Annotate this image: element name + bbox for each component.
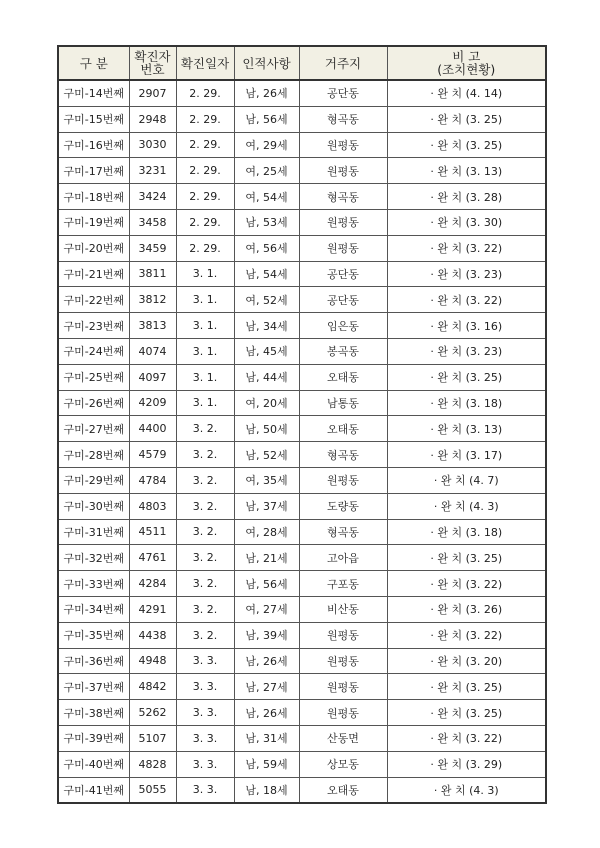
cell-confirm-date: 2. 29.: [176, 80, 234, 106]
cell-case-label: 구미-32번째: [58, 545, 129, 571]
cell-case-number: 3813: [129, 313, 176, 339]
cell-remarks: · 완 치 (3. 13): [387, 158, 546, 184]
cell-residence: 공단동: [299, 80, 387, 106]
table-row: [58, 338, 546, 364]
cell-remarks: · 완 치 (3. 17): [387, 442, 546, 468]
cell-personal-info: 남, 53세: [234, 209, 299, 235]
cell-confirm-date: 3. 3.: [176, 777, 234, 803]
table-row: [58, 571, 546, 597]
cell-residence: 오태동: [299, 777, 387, 803]
cell-confirm-date: 3. 1.: [176, 390, 234, 416]
cell-confirm-date: 3. 2.: [176, 622, 234, 648]
cell-case-label: 구미-40번째: [58, 751, 129, 777]
cell-residence: 원평동: [299, 467, 387, 493]
cell-residence: 형곡동: [299, 442, 387, 468]
table-row: [58, 467, 546, 493]
table-row: [58, 725, 546, 751]
cell-remarks: · 완 치 (3. 22): [387, 235, 546, 261]
cell-residence: 원평동: [299, 209, 387, 235]
table-row: [58, 674, 546, 700]
cell-case-number: 3458: [129, 209, 176, 235]
cell-case-number: 5262: [129, 700, 176, 726]
cell-personal-info: 남, 54세: [234, 261, 299, 287]
table-row: [58, 622, 546, 648]
table-row: [58, 700, 546, 726]
case-table: [57, 45, 547, 804]
cell-case-number: 4511: [129, 519, 176, 545]
table-row: [58, 416, 546, 442]
cell-case-label: 구미-24번째: [58, 338, 129, 364]
cell-remarks: · 완 치 (4. 3): [387, 777, 546, 803]
cell-case-label: 구미-21번째: [58, 261, 129, 287]
cell-case-label: 구미-33번째: [58, 571, 129, 597]
table-row: [58, 596, 546, 622]
cell-personal-info: 여, 35세: [234, 467, 299, 493]
cell-case-label: 구미-15번째: [58, 106, 129, 132]
cell-confirm-date: 2. 29.: [176, 209, 234, 235]
table-row: [58, 751, 546, 777]
cell-case-label: 구미-25번째: [58, 364, 129, 390]
cell-remarks: · 완 치 (3. 22): [387, 287, 546, 313]
cell-residence: 원평동: [299, 622, 387, 648]
cell-confirm-date: 2. 29.: [176, 158, 234, 184]
cell-case-number: 4438: [129, 622, 176, 648]
cell-case-label: 구미-23번째: [58, 313, 129, 339]
cell-remarks: · 완 치 (3. 25): [387, 132, 546, 158]
cell-remarks: · 완 치 (4. 14): [387, 80, 546, 106]
cell-case-label: 구미-38번째: [58, 700, 129, 726]
cell-case-number: 4284: [129, 571, 176, 597]
cell-personal-info: 남, 26세: [234, 80, 299, 106]
cell-remarks: · 완 치 (3. 18): [387, 519, 546, 545]
cell-case-number: 5107: [129, 725, 176, 751]
cell-residence: 원평동: [299, 132, 387, 158]
cell-case-label: 구미-31번째: [58, 519, 129, 545]
cell-confirm-date: 3. 1.: [176, 338, 234, 364]
cell-personal-info: 남, 45세: [234, 338, 299, 364]
cell-remarks: · 완 치 (3. 18): [387, 390, 546, 416]
cell-personal-info: 여, 52세: [234, 287, 299, 313]
cell-case-number: 4828: [129, 751, 176, 777]
table-row: [58, 364, 546, 390]
cell-residence: 원평동: [299, 235, 387, 261]
cell-case-label: 구미-14번째: [58, 80, 129, 106]
cell-personal-info: 여, 27세: [234, 596, 299, 622]
cell-remarks: · 완 치 (3. 16): [387, 313, 546, 339]
cell-personal-info: 여, 29세: [234, 132, 299, 158]
cell-remarks: · 완 치 (3. 25): [387, 106, 546, 132]
table-row: [58, 313, 546, 339]
cell-remarks: · 완 치 (3. 28): [387, 184, 546, 210]
header-case-no: [129, 46, 176, 80]
table-row: [58, 158, 546, 184]
cell-confirm-date: 3. 2.: [176, 571, 234, 597]
cell-personal-info: 여, 54세: [234, 184, 299, 210]
header-case-no-line1: 확진자: [134, 49, 171, 64]
cell-case-number: 4400: [129, 416, 176, 442]
header-remarks-line1: 비 고: [452, 49, 481, 64]
header-remarks: [387, 46, 546, 80]
cell-case-number: 3459: [129, 235, 176, 261]
cell-personal-info: 남, 27세: [234, 674, 299, 700]
cell-personal-info: 여, 20세: [234, 390, 299, 416]
table-row: [58, 235, 546, 261]
cell-confirm-date: 3. 2.: [176, 545, 234, 571]
table-row: [58, 209, 546, 235]
cell-case-number: 3812: [129, 287, 176, 313]
cell-case-number: 2907: [129, 80, 176, 106]
cell-confirm-date: 3. 3.: [176, 700, 234, 726]
cell-remarks: · 완 치 (3. 22): [387, 725, 546, 751]
cell-case-label: 구미-36번째: [58, 648, 129, 674]
cell-remarks: · 완 치 (3. 23): [387, 261, 546, 287]
cell-remarks: · 완 치 (3. 25): [387, 364, 546, 390]
cell-case-label: 구미-19번째: [58, 209, 129, 235]
cell-residence: 원평동: [299, 674, 387, 700]
cell-residence: 형곡동: [299, 184, 387, 210]
cell-personal-info: 남, 56세: [234, 571, 299, 597]
cell-case-number: 4579: [129, 442, 176, 468]
cell-personal-info: 남, 31세: [234, 725, 299, 751]
table-row: [58, 442, 546, 468]
cell-case-number: 4842: [129, 674, 176, 700]
cell-confirm-date: 3. 2.: [176, 493, 234, 519]
cell-case-label: 구미-17번째: [58, 158, 129, 184]
cell-residence: 남통동: [299, 390, 387, 416]
cell-case-number: 2948: [129, 106, 176, 132]
header-row: [58, 46, 546, 80]
header-residence: 거주지: [299, 46, 387, 80]
cell-confirm-date: 2. 29.: [176, 184, 234, 210]
cell-case-label: 구미-26번째: [58, 390, 129, 416]
cell-case-label: 구미-30번째: [58, 493, 129, 519]
cell-case-label: 구미-20번째: [58, 235, 129, 261]
cell-case-number: 3811: [129, 261, 176, 287]
table-row: [58, 493, 546, 519]
header-personal-info: 인적사항: [234, 46, 299, 80]
cell-confirm-date: 3. 2.: [176, 519, 234, 545]
cell-remarks: · 완 치 (3. 22): [387, 571, 546, 597]
cell-residence: 도량동: [299, 493, 387, 519]
cell-residence: 상모동: [299, 751, 387, 777]
cell-case-number: 4803: [129, 493, 176, 519]
table-row: [58, 777, 546, 803]
cell-remarks: · 완 치 (3. 20): [387, 648, 546, 674]
cell-case-number: 4784: [129, 467, 176, 493]
cell-remarks: · 완 치 (3. 22): [387, 622, 546, 648]
cell-confirm-date: 3. 1.: [176, 287, 234, 313]
cell-residence: 원평동: [299, 648, 387, 674]
cell-personal-info: 남, 44세: [234, 364, 299, 390]
cell-remarks: · 완 치 (3. 25): [387, 674, 546, 700]
cell-confirm-date: 3. 3.: [176, 751, 234, 777]
cell-case-label: 구미-37번째: [58, 674, 129, 700]
cell-personal-info: 남, 37세: [234, 493, 299, 519]
cell-confirm-date: 3. 3.: [176, 648, 234, 674]
table-body: [58, 80, 546, 803]
cell-personal-info: 남, 18세: [234, 777, 299, 803]
cell-remarks: · 완 치 (3. 25): [387, 545, 546, 571]
cell-residence: 산동면: [299, 725, 387, 751]
cell-case-label: 구미-34번째: [58, 596, 129, 622]
cell-case-label: 구미-16번째: [58, 132, 129, 158]
cell-case-label: 구미-27번째: [58, 416, 129, 442]
cell-personal-info: 여, 25세: [234, 158, 299, 184]
cell-personal-info: 남, 26세: [234, 700, 299, 726]
cell-personal-info: 여, 56세: [234, 235, 299, 261]
cell-case-label: 구미-41번째: [58, 777, 129, 803]
cell-case-label: 구미-29번째: [58, 467, 129, 493]
cell-case-number: 4074: [129, 338, 176, 364]
cell-residence: 형곡동: [299, 106, 387, 132]
cell-confirm-date: 3. 1.: [176, 313, 234, 339]
cell-case-label: 구미-28번째: [58, 442, 129, 468]
cell-remarks: · 완 치 (3. 23): [387, 338, 546, 364]
cell-residence: 비산동: [299, 596, 387, 622]
cell-remarks: · 완 치 (4. 7): [387, 467, 546, 493]
cell-case-number: 5055: [129, 777, 176, 803]
cell-residence: 공단동: [299, 287, 387, 313]
cell-case-number: 3231: [129, 158, 176, 184]
cell-remarks: · 완 치 (3. 25): [387, 700, 546, 726]
cell-residence: 형곡동: [299, 519, 387, 545]
cell-case-number: 4948: [129, 648, 176, 674]
cell-residence: 원평동: [299, 700, 387, 726]
cell-confirm-date: 2. 29.: [176, 132, 234, 158]
table-row: [58, 80, 546, 106]
table-row: [58, 519, 546, 545]
cell-residence: 오태동: [299, 416, 387, 442]
table-row: [58, 132, 546, 158]
cell-confirm-date: 3. 3.: [176, 725, 234, 751]
cell-case-label: 구미-35번째: [58, 622, 129, 648]
cell-case-number: 4291: [129, 596, 176, 622]
table-row: [58, 545, 546, 571]
cell-personal-info: 남, 39세: [234, 622, 299, 648]
cell-confirm-date: 3. 1.: [176, 364, 234, 390]
cell-case-label: 구미-22번째: [58, 287, 129, 313]
cell-confirm-date: 3. 3.: [176, 674, 234, 700]
cell-remarks: · 완 치 (3. 29): [387, 751, 546, 777]
cell-residence: 원평동: [299, 158, 387, 184]
header-gubun: 구 분: [58, 46, 129, 80]
cell-confirm-date: 3. 1.: [176, 261, 234, 287]
cell-confirm-date: 2. 29.: [176, 106, 234, 132]
table-row: [58, 648, 546, 674]
cell-case-number: 4097: [129, 364, 176, 390]
cell-remarks: · 완 치 (4. 3): [387, 493, 546, 519]
cell-personal-info: 여, 28세: [234, 519, 299, 545]
cell-residence: 오태동: [299, 364, 387, 390]
table-header: [58, 46, 546, 80]
cell-personal-info: 남, 50세: [234, 416, 299, 442]
cell-case-number: 4761: [129, 545, 176, 571]
cell-case-label: 구미-18번째: [58, 184, 129, 210]
cell-case-number: 3424: [129, 184, 176, 210]
header-confirm-date: 확진일자: [176, 46, 234, 80]
cell-residence: 공단동: [299, 261, 387, 287]
cell-confirm-date: 3. 2.: [176, 442, 234, 468]
table-row: [58, 390, 546, 416]
cell-personal-info: 남, 59세: [234, 751, 299, 777]
header-remarks-line2: (조치현황): [437, 62, 496, 77]
cell-remarks: · 완 치 (3. 30): [387, 209, 546, 235]
cell-personal-info: 남, 52세: [234, 442, 299, 468]
table-row: [58, 287, 546, 313]
cell-residence: 봉곡동: [299, 338, 387, 364]
table-row: [58, 261, 546, 287]
cell-case-label: 구미-39번째: [58, 725, 129, 751]
cell-confirm-date: 3. 2.: [176, 596, 234, 622]
cell-case-number: 4209: [129, 390, 176, 416]
table-row: [58, 184, 546, 210]
cell-remarks: · 완 치 (3. 13): [387, 416, 546, 442]
cell-case-number: 3030: [129, 132, 176, 158]
cell-residence: 고아읍: [299, 545, 387, 571]
table-row: [58, 106, 546, 132]
cell-personal-info: 남, 56세: [234, 106, 299, 132]
cell-personal-info: 남, 34세: [234, 313, 299, 339]
cell-confirm-date: 3. 2.: [176, 416, 234, 442]
cell-confirm-date: 2. 29.: [176, 235, 234, 261]
cell-remarks: · 완 치 (3. 26): [387, 596, 546, 622]
cell-personal-info: 남, 21세: [234, 545, 299, 571]
cell-residence: 구포동: [299, 571, 387, 597]
cell-personal-info: 남, 26세: [234, 648, 299, 674]
cell-confirm-date: 3. 2.: [176, 467, 234, 493]
header-case-no-line2: 번호: [140, 62, 165, 77]
cell-residence: 임은동: [299, 313, 387, 339]
